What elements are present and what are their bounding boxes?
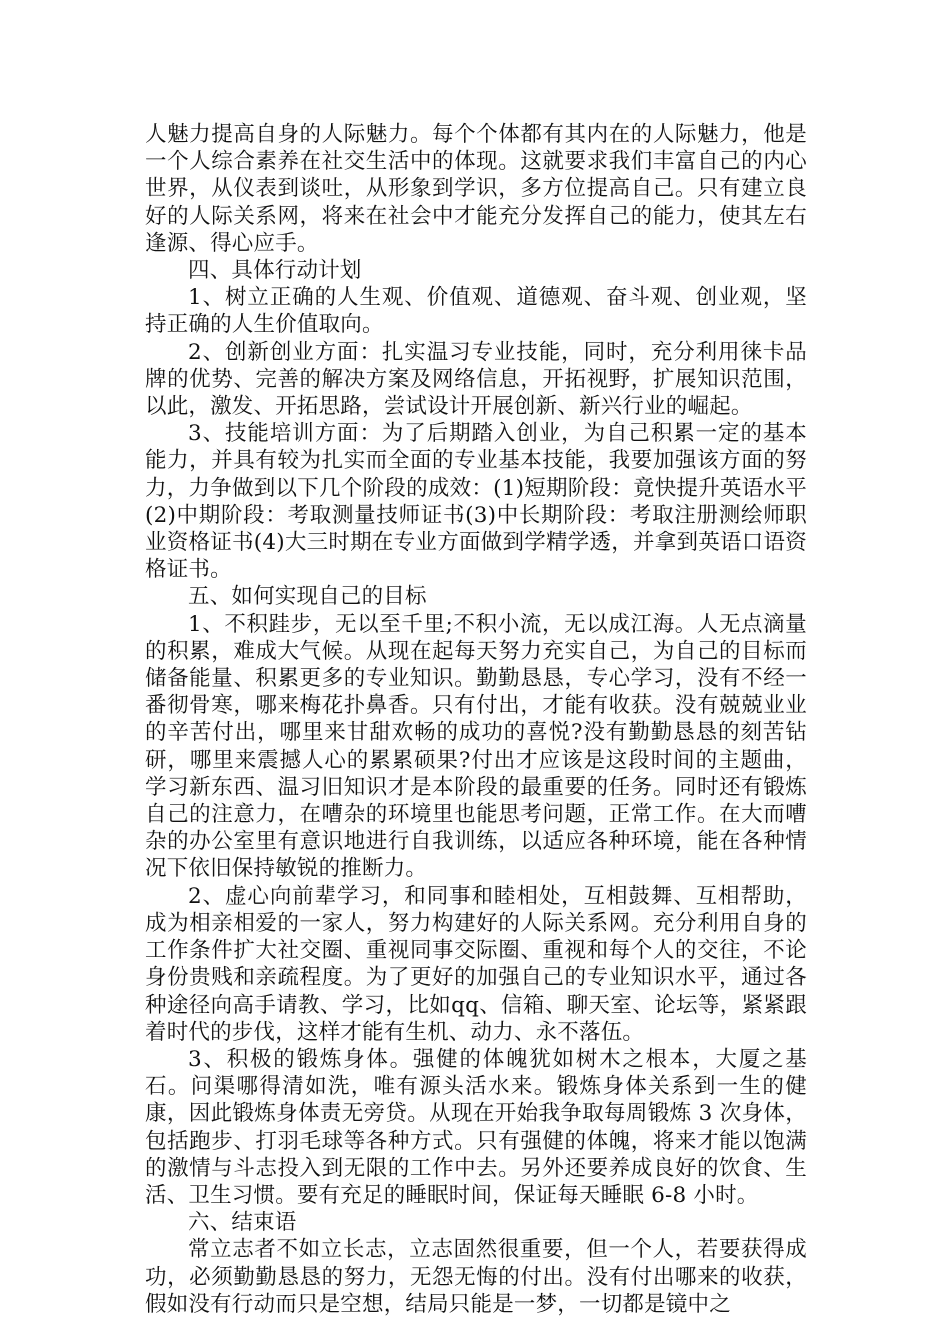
paragraph-learn-from-seniors: 2、虚心向前辈学习，和同事和睦相处，互相鼓舞、互相帮助，成为相亲相爱的一家人，努力构建好的人际关系网。充分利用自身的工作条件扩大社交圈、重视同事交际圈、重视和每个人的交往，不论身份贵贱和亲疏程度。为了更好的加强自己的专业知识水平，通过各种途径向高手请教、学习，比如qq、信箱、聊天室、论坛等，紧紧跟着时代的步伐，这样才能有生机、动力、永不落伍。 bbox=[145, 883, 807, 1045]
paragraph-continuation: 人魅力提高自身的人际魅力。每个个体都有其内在的人际魅力，他是一个人综合素养在社交生活中的体现。这就要求我们丰富自己的内心世界，从仪表到谈吐，从形象到学识，多方位提高自己。只有建立良好的人际关系网，将来在社会中才能充分发挥自己的能力，使其左右逢源、得心应手。 bbox=[145, 122, 807, 256]
section-heading-conclusion: 六、结束语 bbox=[188, 1210, 297, 1236]
paragraph-innovation: 2、创新创业方面：扎实温习专业技能，同时，充分利用徕卡品牌的优势、完善的解决方案及网络信息，开拓视野，扩展知识范围，以此，激发、开拓思路，尝试设计开展创新、新兴行业的崛起。 bbox=[145, 339, 807, 420]
section-heading-action-plan: 四、具体行动计划 bbox=[188, 258, 362, 284]
document-page bbox=[145, 121, 807, 1318]
paragraph-values: 1、树立正确的人生观、价值观、道德观、奋斗观、创业观，坚持正确的人生价值取向。 bbox=[145, 285, 807, 338]
paragraph-accumulation: 1、不积跬步，无以至千里;不积小流，无以成江海。人无点滴量的积累，难成大气候。从现在起每天努力充实自己，为自己的目标而储备能量、积累更多的专业知识。勤勤恳恳，专心学习，没有不经一番彻骨寒，哪来梅花扑鼻香。只有付出，才能有收获。没有兢兢业业的辛苦付出，哪里来甘甜欢畅的成功的喜悦?没有勤勤恳恳的刻苦钻研，哪里来震撼人心的累累硕果?付出才应该是这段时间的主题曲，学习新东西、温习旧知识才是本阶段的最重要的任务。同时还有锻炼自己的注意力，在嘈杂的环境里也能思考问题，正常工作。在大而嘈杂的办公室里有意识地进行自我训练，以适应各种环境，能在各种情况下依旧保持敏锐的推断力。 bbox=[145, 611, 807, 882]
paragraph-exercise: 3、积极的锻炼身体。强健的体魄犹如树木之根本，大厦之基石。问渠哪得清如洗，唯有源头活水来。锻炼身体关系到一生的健康，因此锻炼身体责无旁贷。从现在开始我争取每周锻炼 3 次身体，包括跑步、打羽毛球等各种方式。只有强健的体魄，将来才能以饱满的激情与斗志投入到无限的工作中去。另外还要养成良好的饮食、生活、卫生习惯。要有充足的睡眠时间，保证每天睡眠 6-8 小时。 bbox=[145, 1046, 807, 1208]
paragraph-conclusion: 常立志者不如立长志，立志固然很重要，但一个人，若要获得成功，必须勤勤恳恳的努力，无怨无悔的付出。没有付出哪来的收获，假如没有行动而只是空想，结局只能是一梦，一切都是镜中之 bbox=[145, 1237, 807, 1317]
paragraph-skills-training: 3、技能培训方面：为了后期踏入创业，为自己积累一定的基本能力，并具有较为扎实而全面的专业基本技能，我要加强该方面的努力，力争做到以下几个阶段的成效：(1)短期阶段：竟快提升英语水平(2)中期阶段：考取测量技师证书(3)中长期阶段：考取注册测绘师职业资格证书(4)大三时期在专业方面做到学精学透，并拿到英语口语资格证书。 bbox=[145, 421, 807, 583]
section-heading-achieve-goals: 五、如何实现自己的目标 bbox=[188, 584, 427, 610]
